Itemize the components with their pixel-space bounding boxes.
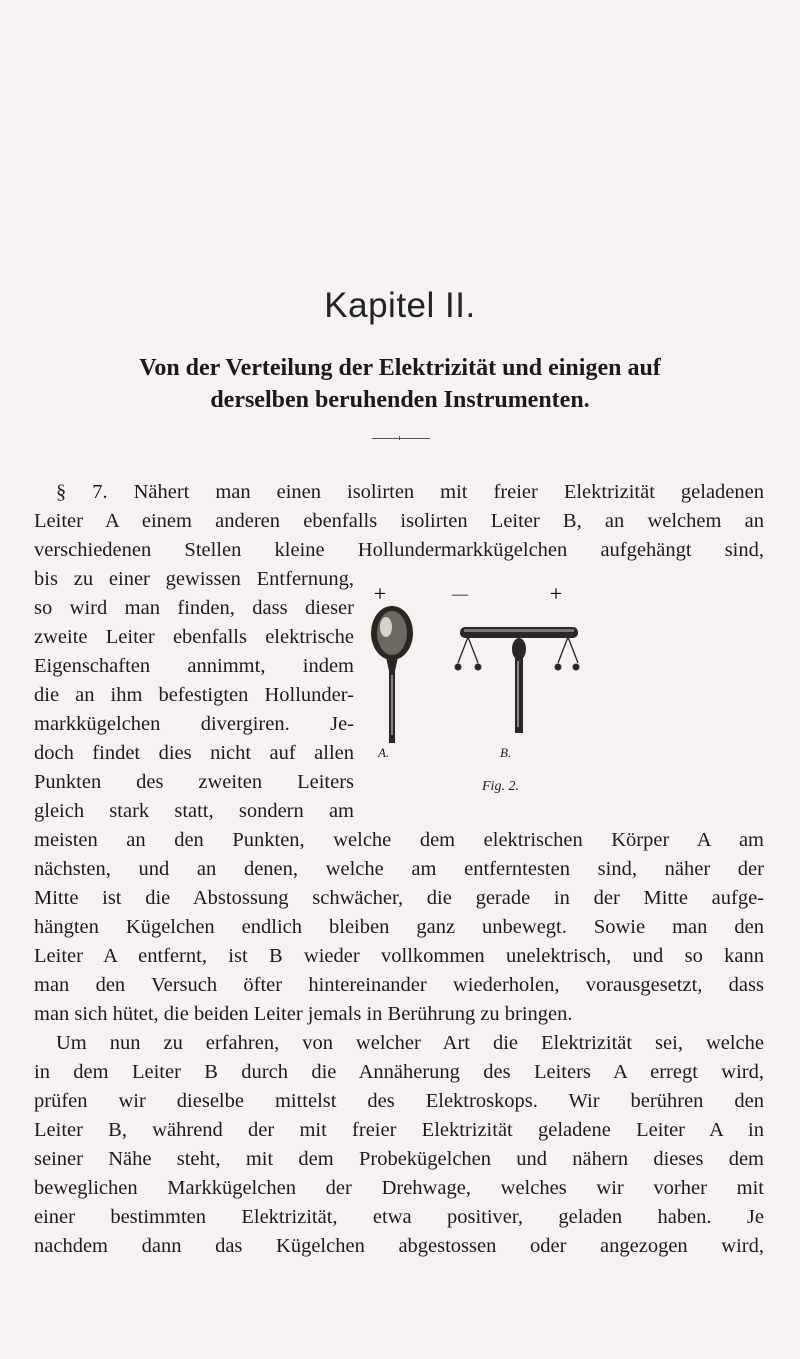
section-title-line: derselben beruhenden Instrumenten.	[210, 387, 590, 413]
text-line: die an ihm befestigten Hollunder-	[34, 684, 354, 706]
conductor-a	[371, 606, 413, 743]
title-divider	[372, 438, 430, 439]
text-line: gleich stark statt, sondern am	[34, 800, 354, 822]
chapter-heading: Kapitel II.	[324, 286, 476, 325]
text-line: beweglichen Markkügelchen der Drehwage, welches wir vorher mit	[34, 1177, 764, 1199]
text-line: so wird man finden, dass dieser	[34, 597, 354, 619]
text-line: Mitte ist die Abstossung schwächer, die gerade in der Mitte aufge-	[34, 887, 764, 909]
text-line: Leiter A einem anderen ebenfalls isolirten Leiter B, an welchem an	[34, 510, 764, 532]
text-line: bis zu einer gewissen Entfernung,	[34, 568, 354, 590]
text-line: zweite Leiter ebenfalls elektrische	[34, 626, 354, 648]
conductor-b	[455, 627, 580, 733]
text-line: doch findet dies nicht auf allen	[34, 742, 354, 764]
text-line: Um nun zu erfahren, von welcher Art die Elektrizität sei, welche	[56, 1032, 764, 1054]
figure-sign-b-left: —	[452, 586, 468, 603]
figure-caption: Fig. 2.	[482, 779, 519, 794]
text-line: meisten an den Punkten, welche dem elektrischen Körper A am	[34, 829, 764, 851]
text-line: nachdem dann das Kügelchen abgestossen oder angezogen wird,	[34, 1235, 764, 1257]
text-line: verschiedenen Stellen kleine Hollundermarkkügelchen aufgehängt sind,	[34, 539, 764, 561]
text-line: seiner Nähe steht, mit dem Probekügelchen und nähern dieses dem	[34, 1148, 764, 1170]
text-line: einer bestimmten Elektrizität, etwa positiver, geladen haben. Je	[34, 1206, 764, 1228]
text-line: § 7. Nähert man einen isolirten mit freier Elektrizität geladenen	[56, 481, 764, 503]
figure-label-a: A.	[378, 745, 390, 760]
text-line: markkügelchen divergiren. Je-	[34, 713, 354, 735]
figure-sign-a: +	[373, 581, 387, 606]
text-line: nächsten, und an denen, welche am entferntesten sind, näher der	[34, 858, 764, 880]
text-line: hängten Kügelchen endlich bleiben ganz unbewegt. Sowie man den	[34, 916, 764, 938]
text-line: in dem Leiter B durch die Annäherung des Leiters A erregt wird,	[34, 1061, 764, 1083]
text-line: Punkten des zweiten Leiters	[34, 771, 354, 793]
text-line: Eigenschaften annimmt, indem	[34, 655, 354, 677]
title-divider-ornament	[399, 436, 400, 440]
section-title	[60, 352, 740, 416]
figure-label-b: B.	[500, 745, 512, 760]
text-line: man den Versuch öfter hintereinander wiederholen, vorausgesetzt, dass	[34, 974, 764, 996]
text-line: man sich hütet, die beiden Leiter jemals in Berührung zu bringen.	[34, 1003, 573, 1025]
text-line: prüfen wir dieselbe mittelst des Elektroskops. Wir berühren den	[34, 1090, 764, 1112]
text-line: Leiter A entfernt, ist B wieder vollkommen unelektrisch, und so kann	[34, 945, 764, 967]
section-title-line: Von der Verteilung der Elektrizität und einigen auf	[139, 355, 661, 381]
figure-conductors	[360, 581, 578, 760]
figure-sign-b-right: +	[549, 581, 563, 606]
text-line: Leiter B, während der mit freier Elektrizität geladene Leiter A in	[34, 1119, 764, 1141]
